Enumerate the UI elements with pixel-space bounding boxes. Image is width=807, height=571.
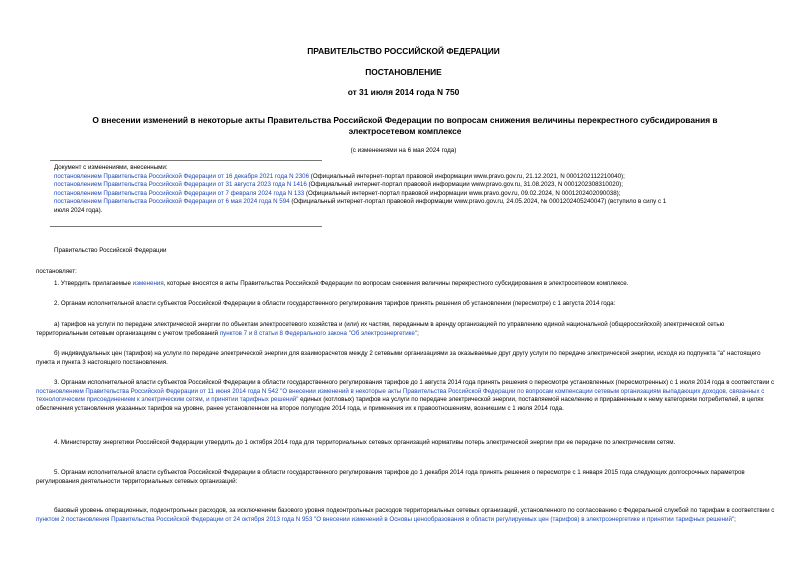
paragraph-2a-text-end: ; [417,329,419,337]
divider-top [50,160,322,161]
law-link-electricity[interactable]: пунктов 7 и 8 статьи 8 Федерального закона "Об электроэнергетике" [219,329,418,337]
paragraph-6-text: базовый уровень операционных, подконтрольных расходов, за исключением базового уровня подконтрольных расходов территориальных сетевых организаций, установленного по согласованию с Федеральной службой по тарифам в соответствии с [54,507,775,514]
paragraph-6-text-end: ; [734,515,736,523]
changes-link[interactable]: изменения [132,280,164,287]
paragraph-4: 4. Министерству энергетики Российской Федерации утвердить до 1 октября 2014 года для территориальных сетевых организаций нормативы потерь электрической энергии при ее передаче по электрическим сетям. [54,439,676,446]
change-item [54,181,774,190]
changes-intro: Документ с изменениями, внесенными: [54,164,168,171]
decrees-line: постановляет: [36,268,77,275]
government-line: Правительство Российской Федерации [54,247,167,254]
paragraph-2a-text: а) тарифов на услуги по передаче электрической энергии по объектам электросетевого хозяйства и (или) их частям, переданным в аренду организацией по управлению единой национальной (общероссийской) электрической сетью территориальным сетевым организациям с учетом требований [36,321,725,337]
change-item [54,190,774,199]
paragraph-3-text: 3. Органам исполнительной власти субъектов Российской Федерации в области государственного регулирования тарифов до 1 августа 2014 года принять решения о пересмотре установленных (пересмотренных) с 1 июля 2014 года в соответствии с [54,379,775,386]
paragraph-2b: б) индивидуальных цен (тарифов) на услуги по передаче электрической энергии для взаиморасчетов между 2 сетевыми организациями за оказываемые друг другу услуги по передаче электрической энергии, исходя из подпункта "а" настоящего пункта и пункта 3 настоящего постановления. [36,350,761,366]
decree-953-link[interactable]: пунктом 2 постановления Правительства Российской Федерации от 24 октября 2013 года N 953 "О внесении изменений в Основы ценообразования в области регулируемых цен (тарифов) в электроэнергетике и принятии тарифных решений" [36,515,735,523]
paragraph-1 [36,280,776,289]
revision-note: (с изменениями на 6 мая 2024 года) [350,147,457,154]
change-item [54,173,774,182]
change-item-continuation: июля 2024 года). [54,206,103,214]
paragraph-6 [36,507,776,524]
change-details: (Официальный интернет-портал правовой информации www.pravo.gov.ru, 09.02.2024, N 0001202402090038); [304,189,621,197]
change-link-1416[interactable]: постановлением Правительства Российской Федерации от 31 августа 2023 года N 1416 [54,181,307,189]
document-type: ПОСТАНОВЛЕНИЕ [365,67,442,77]
government-heading: ПРАВИТЕЛЬСТВО РОССИЙСКОЙ ФЕДЕРАЦИИ [307,46,500,56]
change-details: (Официальный интернет-портал правовой информации www.pravo.gov.ru, 31.08.2023, N 0001202308310020); [306,181,623,189]
paragraph-1-text: 1. Утвердить прилагаемые [54,280,133,287]
change-item [54,198,774,207]
change-link-594[interactable]: постановлением Правительства Российской Федерации от 6 мая 2024 года N 594 [54,198,290,206]
paragraph-2: 2. Органам исполнительной власти субъектов Российской Федерации в области государственного регулирования тарифов принять решения об установлении (пересмотре) с 1 августа 2014 года: [54,300,616,307]
document-title: О внесении изменений в некоторые акты Правительства Российской Федерации по вопросам снижения величины перекрестного субсидирования в электросетевом комплексе [92,115,718,136]
paragraph-5: 5. Органам исполнительной власти субъектов Российской Федерации в области государственного регулирования тарифов до 1 декабря 2014 года принять решения о пересмотре с 1 января 2015 года следующих долгосрочных параметров регулирования деятельности территориальных сетевых организаций: [36,469,745,485]
change-link-2306[interactable]: постановлением Правительства Российской Федерации от 16 декабря 2021 года N 2306 [54,172,310,180]
change-link-133[interactable]: постановлением Правительства Российской Федерации от 7 февраля 2024 года N 133 [54,189,305,197]
divider-bottom [50,226,322,227]
change-details: (Официальный интернет-портал правовой информации www.pravo.gov.ru, 21.12.2021, N 0001202112210040); [309,172,625,180]
paragraph-1-text-end: , которые вносятся в акты Правительства Российской Федерации по вопросам снижения величины перекрестного субсидирования в электросетевом комплексе. [163,280,629,287]
paragraph-3-text-end: единых (котловых) тарифов на услуги по передаче электрической энергии, поставляемой населению и приравненным к нему категориям потребителей, в целях обеспечения установления указанных тарифов на уровне, ранее установленном на второе полугодие 2014 года, и применения их к правоотношениям, возникшим с 1 июля 2014 года. [36,396,764,413]
change-details: (Официальный интернет-портал правовой информации www.pravo.gov.ru, 24.05.2024, № 0001202405240047) (вступило в силу с 1 [289,198,667,206]
paragraph-2a [36,321,776,338]
decree-542-link[interactable]: постановлением Правительства Российской Федерации от 11 июня 2014 года N 542 "О внесении изменений в некоторые акты Правительства Российской Федерации по вопросам компенсации сетевым организациям выпадающих доходов, связанных с технологическим присоединением к электрическим сетям, и принятии тарифных решений" [36,387,765,404]
document-date-number: от 31 июля 2014 года N 750 [347,87,460,97]
changes-block [54,164,774,216]
paragraph-3 [36,379,776,414]
